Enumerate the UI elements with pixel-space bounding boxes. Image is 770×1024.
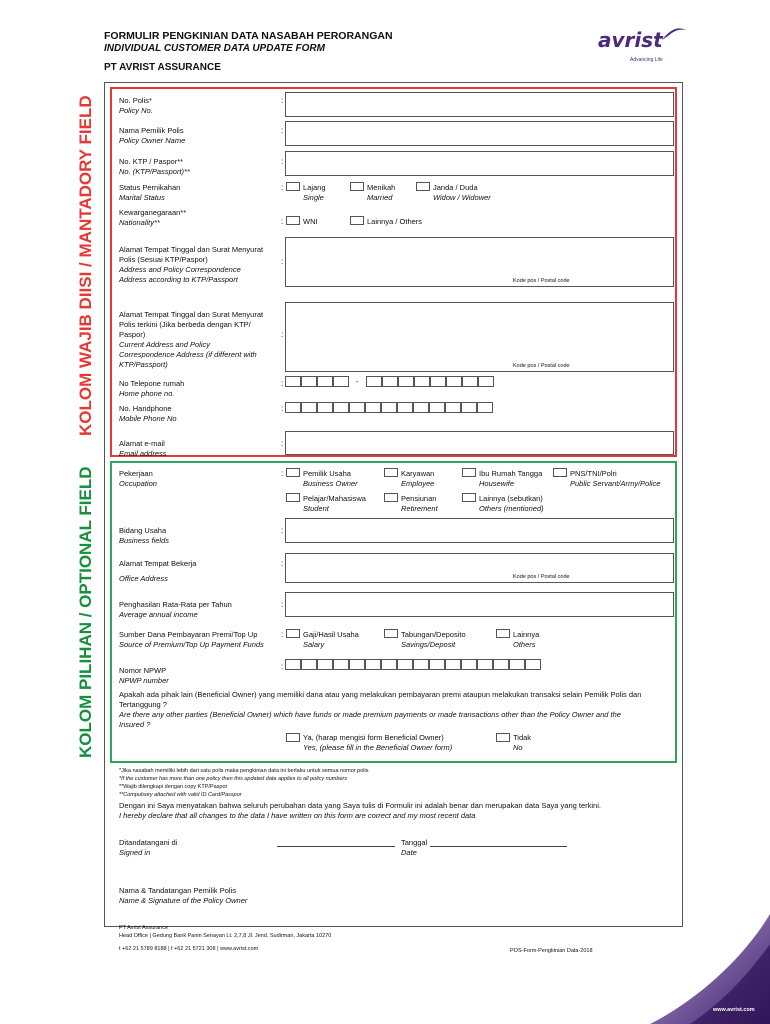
digit-cell[interactable] — [333, 659, 349, 670]
nationality-others-label: Lainnya / Others — [367, 217, 423, 226]
digit-cell[interactable] — [413, 659, 429, 670]
business-field-input[interactable] — [285, 518, 674, 543]
single-checkbox[interactable] — [286, 182, 300, 191]
colon: : — [281, 157, 284, 166]
beneficial-no-label: Tidak No — [513, 733, 532, 752]
income-label: Penghasilan Rata-Rata per Tahun Average annual income — [119, 600, 232, 619]
form-code: POS-Form-Pengkinian Data-2018 — [510, 948, 593, 954]
policy-no-label: No. Polis* Policy No. — [119, 96, 153, 115]
date-label: Tanggal Date — [401, 838, 428, 857]
digit-cell[interactable] — [382, 376, 398, 387]
digit-cell[interactable] — [365, 659, 381, 670]
digit-cell[interactable] — [493, 659, 509, 670]
beneficial-yes-label: Ya, (harap mengisi form Beneficial Owner) Yes, (please fill in the Beneficial Owner form) — [303, 733, 453, 752]
footer-office: Head Office | Gedung Bank Panin Senayan Lt. 2,7,8 Jl. Jend. Sudirman, Jakarta 10270 — [119, 933, 332, 939]
digit-cell[interactable] — [509, 659, 525, 670]
savings-checkbox[interactable] — [384, 629, 398, 638]
beneficial-no-checkbox[interactable] — [496, 733, 510, 742]
business-field-label: Bidang Usaha Business fields — [119, 526, 170, 545]
logo-swoosh-icon — [660, 26, 688, 42]
wni-label: WNI — [303, 217, 318, 226]
npwp-cells[interactable] — [285, 659, 541, 670]
digit-cell[interactable] — [445, 402, 461, 413]
digit-cell[interactable] — [333, 376, 349, 387]
colon: : — [281, 526, 284, 535]
colon: : — [281, 217, 284, 226]
digit-cell[interactable] — [398, 376, 414, 387]
retirement-label: Pensiunan Retirement — [401, 494, 438, 513]
digit-cell[interactable] — [285, 659, 301, 670]
postal-code-label: Kode pos / Postal code — [513, 574, 570, 580]
digit-cell[interactable] — [317, 402, 333, 413]
colon: : — [281, 257, 284, 266]
beneficial-question: Apakah ada pihak lain (Beneficial Owner) yang memiliki dana atau yang melakukan pembayaran premi ataupun melakukan transaksi selain Pemilik Polis dan Tertanggung ? Are there any other parties (Beneficial Owner) which have funds or made premium payments or made transactions other than the Policy Owner and the Insured ? — [119, 690, 642, 729]
colon: : — [281, 630, 284, 639]
digit-cell[interactable] — [381, 659, 397, 670]
colon: : — [281, 600, 284, 609]
digit-cell[interactable] — [478, 376, 494, 387]
digit-cell[interactable] — [429, 659, 445, 670]
colon: : — [281, 379, 284, 388]
digit-cell[interactable] — [349, 659, 365, 670]
postal-code-label: Kode pos / Postal code — [513, 278, 570, 284]
digit-cell[interactable] — [461, 402, 477, 413]
digit-cell[interactable] — [317, 659, 333, 670]
email-field[interactable] — [285, 431, 674, 455]
digit-cell[interactable] — [397, 402, 413, 413]
marital-label: Status Pernikahan Marital Status — [119, 183, 181, 202]
colon: : — [281, 96, 284, 105]
office-address-field[interactable] — [285, 553, 674, 583]
address-ktp-label: Alamat Tempat Tinggal dan Surat Menyurat Polis (Sesuai KTP/Paspor) Address and Policy Correspondence Address according to KTP/Passport — [119, 245, 264, 284]
retirement-checkbox[interactable] — [384, 493, 398, 502]
digit-cell[interactable] — [301, 376, 317, 387]
home-phone-area-cells[interactable] — [285, 376, 349, 387]
public-servant-checkbox[interactable] — [553, 468, 567, 477]
digit-cell[interactable] — [414, 376, 430, 387]
digit-cell[interactable] — [365, 402, 381, 413]
widow-checkbox[interactable] — [416, 182, 430, 191]
digit-cell[interactable] — [301, 402, 317, 413]
signed-in-line[interactable] — [277, 846, 395, 847]
colon: : — [281, 439, 284, 448]
avrist-logo — [598, 28, 688, 68]
digit-cell[interactable] — [462, 376, 478, 387]
digit-cell[interactable] — [366, 376, 382, 387]
colon: : — [281, 183, 284, 192]
digit-cell[interactable] — [381, 402, 397, 413]
funds-others-label: Lainnya Others — [513, 630, 540, 649]
digit-cell[interactable] — [397, 659, 413, 670]
digit-cell[interactable] — [525, 659, 541, 670]
colon: : — [281, 404, 284, 413]
mobile-cells[interactable] — [285, 402, 493, 413]
digit-cell[interactable] — [285, 376, 301, 387]
email-label: Alamat e-mail Email address — [119, 439, 167, 458]
public-servant-label: PNS/TNI/Polri Public Servant/Army/Police — [570, 469, 661, 488]
footer-company: PT Avrist Assurance — [119, 925, 169, 931]
savings-label: Tabungan/Deposito Savings/Deposit — [401, 630, 466, 649]
company-name: PT AVRIST ASSURANCE — [104, 62, 221, 73]
footer-contact: t +62 21 5789 8188 | f +62 21 5721 308 | www.avrist.com — [119, 946, 259, 952]
nationality-others-checkbox[interactable] — [350, 216, 364, 225]
declaration: Dengan ini Saya menyatakan bahwa seluruh perubahan data yang Saya tulis di Formulir ini adalah benar dan merupakan data Saya yang terkini. I hereby declare that all changes to the data I have written on this form are correct and my most recent data — [119, 801, 601, 820]
occupation-label: Pekerjaan Occupation — [119, 469, 157, 488]
colon: : — [281, 559, 284, 568]
address-ktp-field[interactable] — [285, 237, 674, 287]
ktp-field[interactable] — [285, 151, 674, 176]
address-current-field[interactable] — [285, 302, 674, 372]
single-label: Lajang Single — [303, 183, 326, 202]
widow-label: Janda / Duda Widow / Widower — [433, 183, 491, 202]
digit-cell[interactable] — [429, 402, 445, 413]
occupation-others-checkbox[interactable] — [462, 493, 476, 502]
signed-in-label: Ditandatangani di Signed in — [119, 838, 178, 857]
married-label: Menikah Married — [367, 183, 396, 202]
digit-cell[interactable] — [333, 402, 349, 413]
phone-dash: - — [356, 377, 359, 386]
income-field[interactable] — [285, 592, 674, 617]
business-owner-label: Pemilik Usaha Business Owner — [303, 469, 358, 488]
colon: : — [281, 330, 284, 339]
employee-label: Karyawan Employee — [401, 469, 435, 488]
digit-cell[interactable] — [461, 659, 477, 670]
student-label: Pelajar/Mahasiswa Student — [303, 494, 366, 513]
married-checkbox[interactable] — [350, 182, 364, 191]
source-funds-label: Sumber Dana Pembayaran Premi/Top Up Source of Premium/Top Up Payment Funds — [119, 630, 264, 649]
logo-text: avrist — [598, 28, 663, 52]
digit-cell[interactable] — [301, 659, 317, 670]
beneficial-yes-checkbox[interactable] — [286, 733, 300, 742]
funds-others-checkbox[interactable] — [496, 629, 510, 638]
npwp-label: Nomor NPWP NPWP number — [119, 666, 169, 685]
wni-checkbox[interactable] — [286, 216, 300, 225]
housewife-label: Ibu Rumah Tangga Housewife — [479, 469, 543, 488]
date-line[interactable] — [430, 846, 567, 847]
owner-name-field[interactable] — [285, 121, 674, 146]
student-checkbox[interactable] — [286, 493, 300, 502]
business-owner-checkbox[interactable] — [286, 468, 300, 477]
digit-cell[interactable] — [349, 402, 365, 413]
mandatory-side-label: KOLOM WAJIB DIISI / MANTADORY FIELD — [76, 95, 95, 436]
digit-cell[interactable] — [446, 376, 462, 387]
salary-label: Gaji/Hasil Usaha Salary — [303, 630, 359, 649]
housewife-checkbox[interactable] — [462, 468, 476, 477]
office-address-label-en: Office Address — [119, 574, 168, 583]
employee-checkbox[interactable] — [384, 468, 398, 477]
mobile-label: No. Handphone Mobile Phone No — [119, 404, 177, 423]
address-current-label: Alamat Tempat Tinggal dan Surat Menyurat Polis terkini (Jika berbeda dengan KTP/ Paspor) Current Address and Policy Correspondence Address (if different with KTP/Passport) — [119, 310, 264, 369]
logo-tagline: Advancing Life — [630, 57, 663, 63]
ktp-label: No. KTP / Paspor** No. (KTP/Passport)** — [119, 157, 190, 176]
digit-cell[interactable] — [477, 659, 493, 670]
digit-cell[interactable] — [430, 376, 446, 387]
home-phone-label: No Telepone rumah Home phone no. — [119, 379, 185, 398]
nationality-label: Kewarganegaraan** Nationality** — [119, 208, 187, 227]
owner-name-label: Nama Pemilik Polis Policy Owner Name — [119, 126, 186, 145]
postal-code-label: Kode pos / Postal code — [513, 363, 570, 369]
home-phone-number-cells[interactable] — [366, 376, 494, 387]
digit-cell[interactable] — [285, 402, 301, 413]
form-title-en: INDIVIDUAL CUSTOMER DATA UPDATE FORM — [104, 43, 325, 54]
optional-side-label: KOLOM PILIHAN / OPTIONAL FIELD — [76, 466, 95, 758]
salary-checkbox[interactable] — [286, 629, 300, 638]
digit-cell[interactable] — [477, 402, 493, 413]
colon: : — [281, 469, 284, 478]
occupation-others-label: Lainnya (sebutkan) Others (mentioned) — [479, 494, 544, 513]
office-address-label: Alamat Tempat Bekerja — [119, 559, 197, 568]
colon: : — [281, 126, 284, 135]
corner-logo-text: www.avrist.com — [713, 1007, 755, 1013]
digit-cell[interactable] — [413, 402, 429, 413]
colon: : — [281, 662, 284, 671]
form-title-id: FORMULIR PENGKINIAN DATA NASABAH PERORANGAN — [104, 30, 393, 42]
policy-no-field[interactable] — [285, 92, 674, 117]
digit-cell[interactable] — [445, 659, 461, 670]
footnotes: *Jika nasabah memiliki lebih dari satu polis maka pengkinian data ini berlaku untuk semua nomor polis *If the customer has more than one policy then this updated data applies to all policy numbers **Wajib dilengkapi dengan copy KTP/Paspor **Compulsory attached with valid ID Card/Passpor — [119, 768, 369, 798]
digit-cell[interactable] — [317, 376, 333, 387]
owner-signature-label: Nama & Tandatangan Pemilik Polis Name & Signature of the Policy Owner — [119, 886, 248, 905]
